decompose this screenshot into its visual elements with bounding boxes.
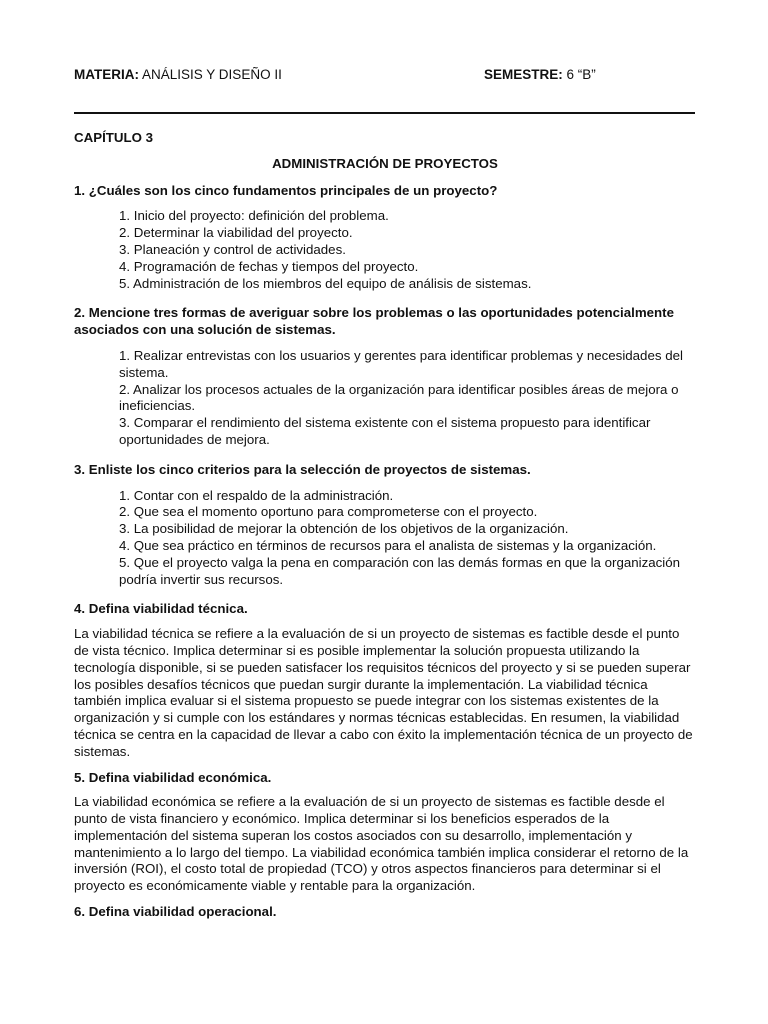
semester-label: SEMESTRE: xyxy=(484,67,563,82)
question-heading: 2. Mencione tres formas de averiguar sobre los problemas o las oportunidades potencialmente asociados con una solución de sistemas. xyxy=(74,305,675,338)
answer-list xyxy=(74,488,696,589)
question-heading: 1. ¿Cuáles son los cinco fundamentos principales de un proyecto? xyxy=(74,182,498,198)
chapter-heading: CAPÍTULO 3 xyxy=(74,130,154,145)
header-divider xyxy=(74,112,695,114)
list-item: 2. Analizar los procesos actuales de la organización para identificar posibles áreas de mejora o ineficiencias. xyxy=(119,381,679,414)
subject-line xyxy=(74,67,282,84)
list-item: 1. Contar con el respaldo de la administración. xyxy=(119,487,394,503)
list-item: 3. La posibilidad de mejorar la obtención de los objetivos de la organización. xyxy=(119,521,569,537)
answer-paragraph: La viabilidad técnica se refiere a la evaluación de si un proyecto de sistemas es factible desde el punto de vista técnico. Implica determinar si es posible implementar la solución propuesta utilizando la tecnología disponible, si se pueden satisfacer los requisitos técnicos del proyecto y si se pueden superar los posibles desafíos técnicos que puedan surgir durante la implementación. La viabilidad técnica también implica evaluar si el sistema propuesto se puede integrar con los sistemas existentes de la organización y si cumple con los estándares y normas técnicas establecidas. En resumen, la viabilidad técnica se centra en la capacidad de llevar a cabo con éxito la implementación técnica de un proyecto de sistemas. xyxy=(74,626,693,759)
question-heading: 4. Defina viabilidad técnica. xyxy=(74,601,248,617)
list-item: 4. Programación de fechas y tiempos del proyecto. xyxy=(119,258,419,274)
list-item: 1. Realizar entrevistas con los usuarios y gerentes para identificar problemas y necesidades del sistema. xyxy=(119,347,683,380)
answer-list xyxy=(74,208,696,292)
list-item: 5. Que el proyecto valga la pena en comparación con las demás formas en que la organización podría invertir sus recursos. xyxy=(119,554,681,587)
question-heading: 5. Defina viabilidad económica. xyxy=(74,769,272,785)
semester-line xyxy=(484,67,596,84)
question-heading: 3. Enliste los cinco criterios para la selección de proyectos de sistemas. xyxy=(74,461,531,477)
answer-list xyxy=(74,348,696,449)
list-item: 3. Planeación y control de actividades. xyxy=(119,241,346,257)
list-item: 3. Comparar el rendimiento del sistema existente con el sistema propuesto para identificar oportunidades de mejora. xyxy=(119,415,651,447)
subject-label: MATERIA: xyxy=(74,67,139,82)
subject-value: ANÁLISIS Y DISEÑO II xyxy=(142,67,282,82)
list-item: 2. Que sea el momento oportuno para comprometerse con el proyecto. xyxy=(119,504,538,520)
semester-value: 6 “B” xyxy=(566,67,596,82)
question-heading: 6. Defina viabilidad operacional. xyxy=(74,904,277,920)
answer-paragraph: La viabilidad económica se refiere a la evaluación de si un proyecto de sistemas es factible desde el punto de vista financiero y económico. Implica determinar si los beneficios esperados de la implementación del sistema superan los costos asociados con su desarrollo, implementación y mantenimiento a lo largo del tiempo. La viabilidad económica también implica considerar el retorno de la inversión (ROI), el costo total de propiedad (TCO) y otros aspectos financieros para determinar si el proyecto es económicamente viable y rentable para la organización. xyxy=(74,794,689,894)
document-header xyxy=(74,67,694,85)
list-item: 2. Determinar la viabilidad del proyecto. xyxy=(119,225,353,241)
page-title: ADMINISTRACIÓN DE PROYECTOS xyxy=(272,155,498,171)
list-item: 4. Que sea práctico en términos de recursos para el analista de sistemas y la organización. xyxy=(119,537,657,553)
list-item: 5. Administración de los miembros del equipo de análisis de sistemas. xyxy=(119,275,532,291)
document-body xyxy=(74,130,696,921)
list-item: 1. Inicio del proyecto: definición del problema. xyxy=(119,208,389,224)
